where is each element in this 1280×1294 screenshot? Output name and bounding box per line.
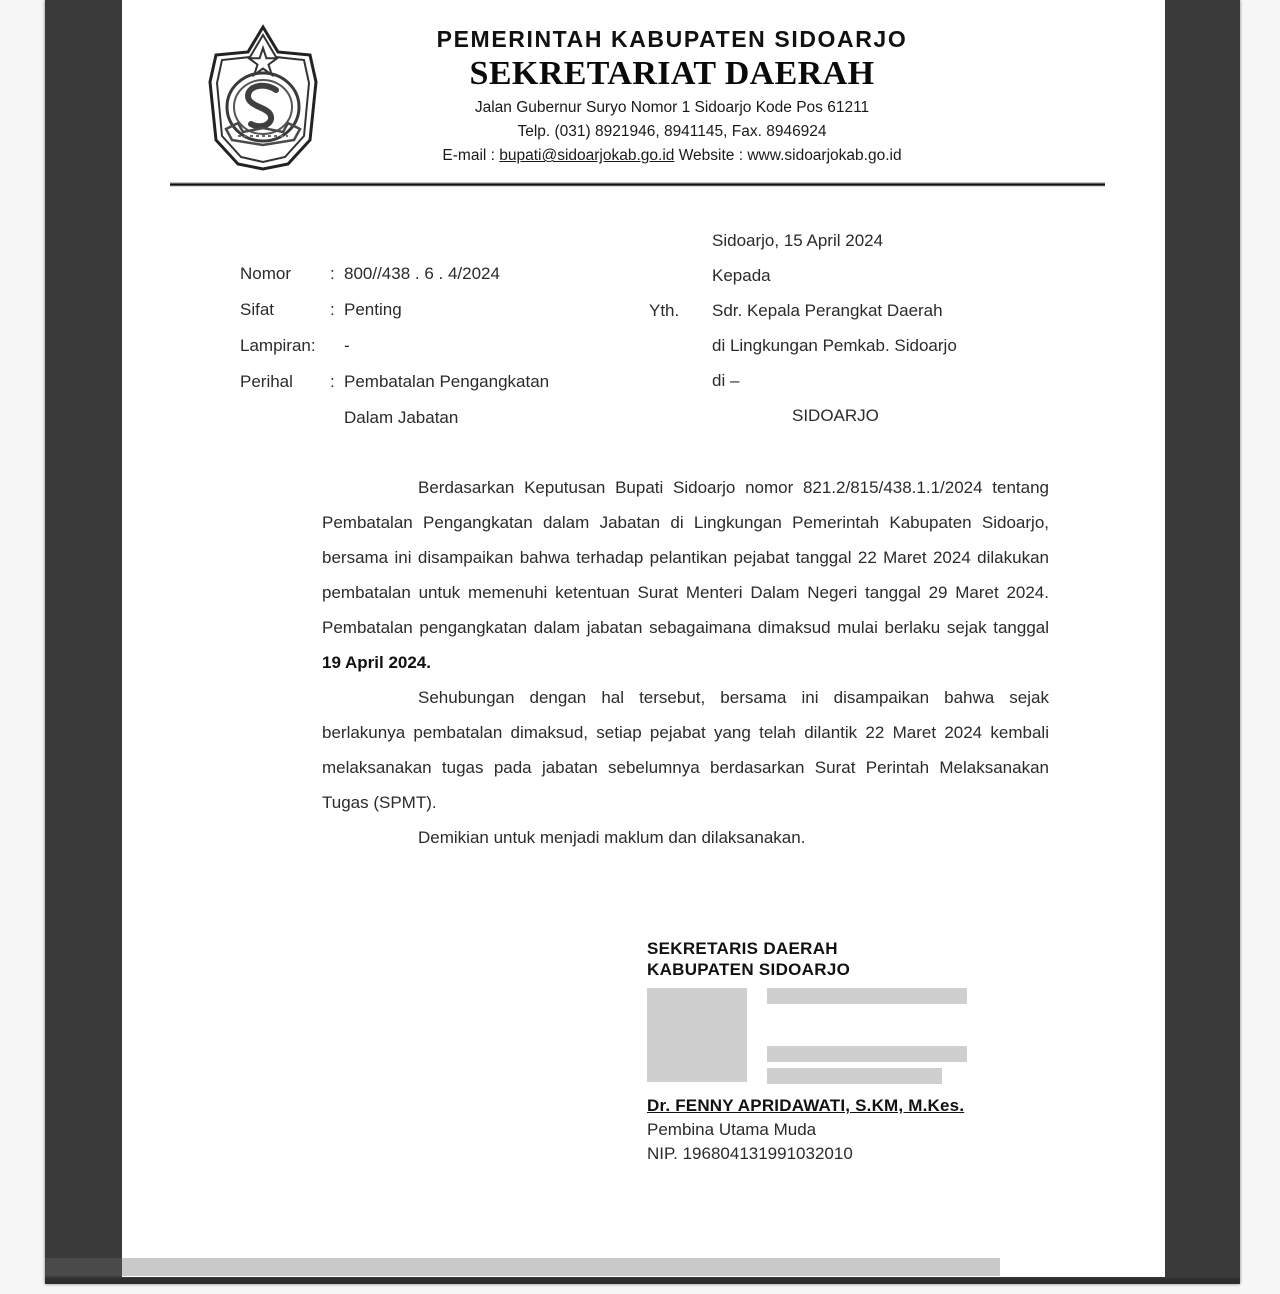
reference-label-lampiran: Lampiran:: [240, 336, 316, 355]
signatory-title-line-1: SEKRETARIS DAERAH: [647, 939, 838, 958]
website-label: Website :: [674, 147, 748, 165]
reference-value-sifat: Penting: [344, 300, 402, 319]
letterhead-government-line: PEMERINTAH KABUPATEN SIDOARJO: [436, 26, 908, 52]
reference-value-nomor: 800//438 . 6 . 4/2024: [344, 264, 500, 283]
reference-colon-perihal: :: [330, 372, 335, 391]
reference-label-sifat: Sifat: [240, 300, 275, 319]
addressee-yth-label: Yth.: [649, 301, 680, 320]
addressee-block: [712, 231, 1112, 441]
body-paragraph-1-text: Berdasarkan Keputusan Bupati Sidoarjo nomor 821.2/815/438.1.1/2024 tentang Pembatalan Pengangkatan dalam Jabatan di Lingkungan Pemerintah Kabupaten Sidoarjo, bersama ini disampaikan bahwa terhadap pelantikan pejabat tanggal 22 Maret 2024 dilakukan pembatalan untuk memenuhi ketentuan Surat Menteri Dalam Negeri tanggal 29 Maret 2024. Pembatalan pengangkatan dalam jabatan sebagaimana dimaksud mulai berlaku sejak tanggal: [322, 478, 1049, 637]
body-paragraph-1: [322, 470, 1049, 680]
viewer-bottom-left-edge: [45, 1258, 123, 1276]
reference-label-nomor: Nomor: [240, 264, 292, 283]
reference-value-lampiran: -: [344, 336, 350, 355]
body-paragraph-2: Sehubungan dengan hal tersebut, bersama ini disampaikan bahwa sejak berlakunya pembatalan dimaksud, setiap pejabat yang telah dilantik 22 Maret 2024 kembali melaksanakan tugas pada jabatan sebelumnya berdasarkan Surat Perintah Melaksanakan Tugas (SPMT).: [322, 688, 1049, 812]
letterhead-divider-rule: [170, 182, 1105, 187]
signature-text-placeholder-2: [767, 1046, 967, 1062]
letterhead-address-line: Jalan Gubernur Suryo Nomor 1 Sidoarjo Kode Pos 61211: [474, 98, 870, 116]
reference-value-perihal: Pembatalan Pengangkatan: [344, 372, 550, 391]
page-scroll-indicator[interactable]: [122, 1258, 1000, 1276]
signatory-nip: NIP. 196804131991032010: [647, 1144, 853, 1163]
addressee-recipient: Sdr. Kepala Perangkat Daerah: [712, 301, 943, 320]
signatory-rank: Pembina Utama Muda: [647, 1120, 817, 1139]
letterhead-contact-line: [322, 145, 1022, 166]
letter-reference-block: [240, 265, 640, 445]
signatory-title-line-2: KABUPATEN SIDOARJO: [647, 960, 851, 979]
reference-label-perihal: Perihal: [240, 372, 293, 391]
letterhead-text: [322, 26, 1022, 167]
letterhead-unit-line: SEKRETARIAT DAERAH: [469, 55, 875, 93]
reference-value-perihal-continuation: Dalam Jabatan: [344, 408, 459, 427]
letterhead-phone-line: Telp. (031) 8921946, 8941145, Fax. 8946924: [517, 122, 827, 140]
signatory-name-row: [647, 1094, 1067, 1118]
letter-body: [322, 470, 1049, 855]
addressee-di-line: di –: [712, 371, 740, 390]
signature-text-placeholder-1: [767, 988, 967, 1004]
reference-row-nomor: [240, 265, 640, 301]
reference-row-lampiran: [240, 337, 640, 373]
email-label: E-mail :: [442, 147, 500, 165]
email-address[interactable]: bupati@sidoarjokab.go.id: [499, 147, 675, 165]
signatory-name: Dr. FENNY APRIDAWATI, S.KM, M.Kes.: [647, 1096, 965, 1115]
reference-row-perihal: [240, 373, 640, 409]
addressee-kepada-label: Kepada: [712, 266, 771, 285]
qr-code-placeholder: [647, 988, 747, 1082]
addressee-recipient-scope: di Lingkungan Pemkab. Sidoarjo: [712, 336, 957, 355]
reference-colon-nomor: :: [330, 264, 335, 283]
sidoarjo-coat-of-arms-icon: [198, 22, 328, 172]
addressee-city: SIDOARJO: [792, 406, 879, 425]
website-address[interactable]: www.sidoarjokab.go.id: [747, 147, 902, 165]
reference-row-sifat: [240, 301, 640, 337]
letterhead: [122, 0, 1165, 180]
letter-place-date: Sidoarjo, 15 April 2024: [712, 231, 884, 250]
signature-block: [647, 938, 1067, 1166]
body-paragraph-3-closing: Demikian untuk menjadi maklum dan dilaksanakan.: [418, 828, 806, 847]
signature-text-placeholder-3: [767, 1068, 942, 1084]
body-paragraph-1-effective-date: 19 April 2024.: [322, 653, 431, 672]
digital-signature-redaction-area: [647, 986, 1067, 1094]
reference-colon-sifat: :: [330, 300, 335, 319]
viewer-frame-bottom-edge: [45, 1278, 1240, 1284]
document-page: [122, 0, 1165, 1277]
